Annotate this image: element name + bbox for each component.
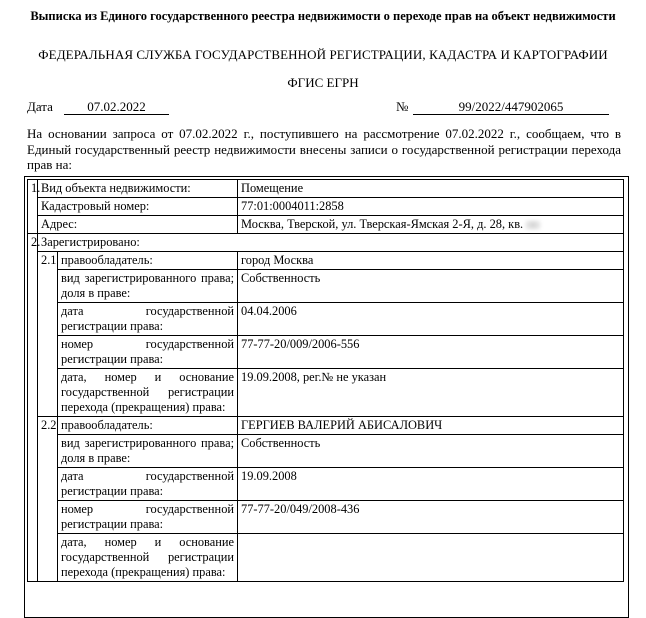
redacted-mark bbox=[525, 220, 541, 230]
right-type-value: Собственность bbox=[238, 270, 624, 303]
table-row bbox=[28, 369, 624, 417]
reg-number-value: 77-77-20/009/2006-556 bbox=[238, 336, 624, 369]
number-label: № bbox=[396, 99, 409, 114]
table-row bbox=[28, 534, 624, 582]
entry-index: 2.2 bbox=[38, 417, 58, 582]
reg-date-value: 19.09.2008 bbox=[238, 468, 624, 501]
table-row bbox=[28, 303, 624, 336]
date-label: Дата bbox=[27, 99, 53, 114]
document-title: Выписка из Единого государственного реестра недвижимости о переходе прав на объект недвижимости bbox=[30, 9, 616, 23]
right-type-label: вид зарегистрированного права; доля в праве: bbox=[58, 270, 238, 303]
reg-number-label: номер государственной регистрации права: bbox=[58, 336, 238, 369]
table-row bbox=[28, 270, 624, 303]
date-value: 07.02.2022 bbox=[64, 99, 169, 115]
holder-label: правообладатель: bbox=[58, 417, 238, 435]
cadastral-label: Кадастровый номер: bbox=[38, 198, 238, 216]
table-row bbox=[28, 216, 624, 234]
registered-label: Зарегистрировано: bbox=[38, 234, 624, 252]
row-index: 2. bbox=[28, 234, 38, 582]
table-row bbox=[28, 234, 624, 252]
object-type-value: Помещение bbox=[238, 180, 624, 198]
right-type-value: Собственность bbox=[238, 435, 624, 468]
table-row bbox=[28, 336, 624, 369]
holder-value: город Москва bbox=[238, 252, 624, 270]
table-row bbox=[28, 180, 624, 198]
table-row bbox=[28, 198, 624, 216]
reg-number-label: номер государственной регистрации права: bbox=[58, 501, 238, 534]
table-row bbox=[28, 435, 624, 468]
address-value bbox=[238, 216, 624, 234]
reg-date-label: дата государственной регистрации права: bbox=[58, 468, 238, 501]
address-label: Адрес: bbox=[38, 216, 238, 234]
row-index: 1. bbox=[28, 180, 38, 234]
reg-number-value: 77-77-20/049/2008-436 bbox=[238, 501, 624, 534]
basis-label: дата, номер и основание государственной регистрации перехода (прекращения) права: bbox=[58, 369, 238, 417]
date-number-row bbox=[27, 99, 623, 117]
table-row bbox=[28, 468, 624, 501]
reg-date-value: 04.04.2006 bbox=[238, 303, 624, 336]
number-value: 99/2022/447902065 bbox=[413, 99, 609, 115]
basis-value: 19.09.2008, рег.№ не указан bbox=[238, 369, 624, 417]
agency-name: ФЕДЕРАЛЬНАЯ СЛУЖБА ГОСУДАРСТВЕННОЙ РЕГИСТРАЦИИ, КАДАСТРА И КАРТОГРАФИИ bbox=[38, 47, 608, 62]
table-row bbox=[28, 501, 624, 534]
intro-paragraph: На основании запроса от 07.02.2022 г., поступившего на рассмотрение 07.02.2022 г., сообщаем, что в Единый государственный реестр недвижимости внесены записи о государственной регистрации перехода прав на: bbox=[27, 126, 621, 172]
entry-index: 2.1 bbox=[38, 252, 58, 417]
basis-label: дата, номер и основание государственной регистрации перехода (прекращения) права: bbox=[58, 534, 238, 582]
system-name: ФГИС ЕГРН bbox=[287, 75, 359, 90]
table-row bbox=[28, 252, 624, 270]
basis-value bbox=[238, 534, 624, 582]
cadastral-value: 77:01:0004011:2858 bbox=[238, 198, 624, 216]
reg-date-label: дата государственной регистрации права: bbox=[58, 303, 238, 336]
table-row bbox=[28, 417, 624, 435]
holder-label: правообладатель: bbox=[58, 252, 238, 270]
registry-table bbox=[27, 179, 624, 582]
object-type-label: Вид объекта недвижимости: bbox=[38, 180, 238, 198]
address-text: Москва, Тверской, ул. Тверская-Ямская 2-Я, д. 28, кв. bbox=[241, 217, 524, 231]
holder-value: ГЕРГИЕВ ВАЛЕРИЙ АБИСАЛОВИЧ bbox=[238, 417, 624, 435]
right-type-label: вид зарегистрированного права; доля в праве: bbox=[58, 435, 238, 468]
